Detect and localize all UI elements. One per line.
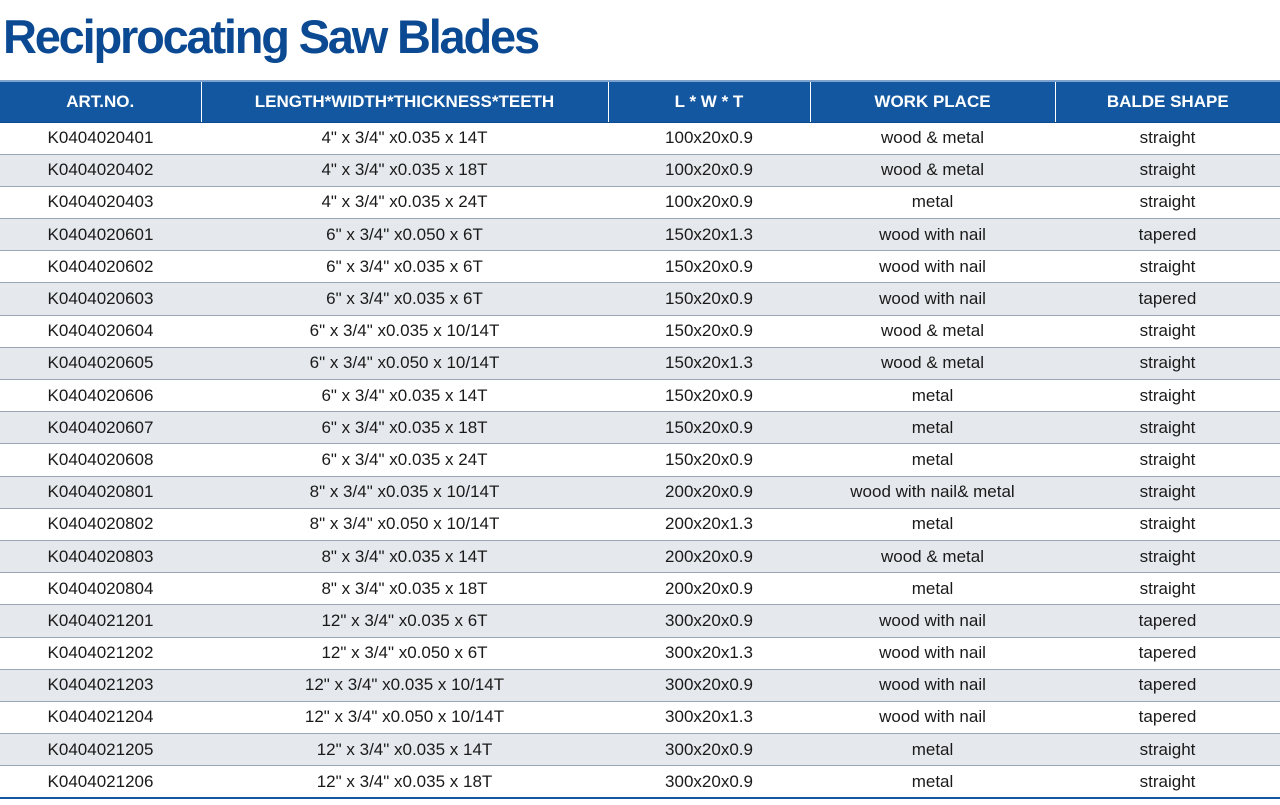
dimensions-inch-cell: 8" x 3/4" x0.035 x 18T [201,573,608,605]
blade-shape-cell: straight [1055,380,1280,412]
dimensions-mm-cell: 100x20x0.9 [608,122,810,154]
blade-shape-cell: straight [1055,766,1280,798]
dimensions-mm-cell: 100x20x0.9 [608,154,810,186]
blade-shape-cell: straight [1055,186,1280,218]
dimensions-inch-cell: 6" x 3/4" x0.035 x 14T [201,380,608,412]
table-row [0,766,1280,798]
blade-shape-cell: straight [1055,154,1280,186]
work-place-cell: metal [810,508,1055,540]
art-no-cell: K0404020402 [0,154,201,186]
work-place-cell: wood & metal [810,347,1055,379]
work-place-cell: metal [810,186,1055,218]
work-place-cell: metal [810,412,1055,444]
blade-shape-cell: tapered [1055,637,1280,669]
dimensions-mm-cell: 200x20x0.9 [608,573,810,605]
blade-shape-cell: straight [1055,122,1280,154]
dimensions-inch-cell: 8" x 3/4" x0.050 x 10/14T [201,508,608,540]
table-row [0,186,1280,218]
dimensions-mm-cell: 300x20x0.9 [608,734,810,766]
blade-shape-cell: straight [1055,508,1280,540]
art-no-cell: K0404020606 [0,380,201,412]
dimensions-inch-cell: 8" x 3/4" x0.035 x 14T [201,540,608,572]
dimensions-inch-cell: 4" x 3/4" x0.035 x 18T [201,154,608,186]
dimensions-inch-cell: 12" x 3/4" x0.035 x 18T [201,766,608,798]
work-place-cell: metal [810,444,1055,476]
dimensions-inch-cell: 6" x 3/4" x0.035 x 18T [201,412,608,444]
table-row [0,380,1280,412]
dimensions-mm-cell: 150x20x0.9 [608,251,810,283]
art-no-cell: K0404020605 [0,347,201,379]
header-row [0,81,1280,122]
table-row [0,508,1280,540]
blade-shape-cell: straight [1055,315,1280,347]
blade-shape-cell: straight [1055,573,1280,605]
work-place-cell: metal [810,766,1055,798]
table-row [0,251,1280,283]
dimensions-mm-cell: 300x20x0.9 [608,605,810,637]
dimensions-mm-cell: 200x20x1.3 [608,508,810,540]
dimensions-mm-cell: 150x20x0.9 [608,283,810,315]
table-row [0,315,1280,347]
dimensions-mm-cell: 200x20x0.9 [608,476,810,508]
blade-shape-header: BALDE SHAPE [1055,81,1280,122]
blade-shape-cell: straight [1055,444,1280,476]
table-row [0,122,1280,154]
blade-shape-cell: straight [1055,347,1280,379]
art-no-cell: K0404020401 [0,122,201,154]
dimensions-mm-cell: 150x20x0.9 [608,315,810,347]
table-row [0,154,1280,186]
dimensions-inch-cell: 12" x 3/4" x0.035 x 14T [201,734,608,766]
work-place-cell: wood & metal [810,122,1055,154]
blade-shape-cell: straight [1055,412,1280,444]
work-place-cell: wood with nail [810,701,1055,733]
dimensions-inch-cell: 6" x 3/4" x0.035 x 24T [201,444,608,476]
dimensions-inch-cell: 6" x 3/4" x0.050 x 10/14T [201,347,608,379]
dimensions-mm-header: L * W * T [608,81,810,122]
dimensions-inch-cell: 6" x 3/4" x0.035 x 10/14T [201,315,608,347]
dimensions-mm-cell: 200x20x0.9 [608,540,810,572]
dimensions-inch-cell: 6" x 3/4" x0.035 x 6T [201,251,608,283]
blade-shape-cell: straight [1055,540,1280,572]
table-row [0,283,1280,315]
table-row [0,605,1280,637]
art-no-cell: K0404021206 [0,766,201,798]
work-place-cell: wood & metal [810,540,1055,572]
art-no-cell: K0404021202 [0,637,201,669]
art-no-cell: K0404020608 [0,444,201,476]
dimensions-inch-cell: 6" x 3/4" x0.050 x 6T [201,219,608,251]
table-body [0,122,1280,798]
art-no-cell: K0404021204 [0,701,201,733]
dimensions-inch-header: LENGTH*WIDTH*THICKNESS*TEETH [201,81,608,122]
art-no-header: ART.NO. [0,81,201,122]
art-no-cell: K0404020602 [0,251,201,283]
table-header [0,81,1280,122]
art-no-cell: K0404020803 [0,540,201,572]
work-place-cell: wood & metal [810,154,1055,186]
table-row [0,669,1280,701]
art-no-cell: K0404020601 [0,219,201,251]
table-row [0,444,1280,476]
dimensions-mm-cell: 150x20x0.9 [608,412,810,444]
work-place-cell: wood with nail [810,251,1055,283]
blade-shape-cell: straight [1055,734,1280,766]
saw-blade-spec-table [0,80,1280,799]
blade-shape-cell: straight [1055,476,1280,508]
art-no-cell: K0404021205 [0,734,201,766]
table-row [0,701,1280,733]
blade-shape-cell: straight [1055,251,1280,283]
table-row [0,573,1280,605]
dimensions-mm-cell: 300x20x0.9 [608,766,810,798]
art-no-cell: K0404020604 [0,315,201,347]
table-row [0,540,1280,572]
dimensions-inch-cell: 12" x 3/4" x0.035 x 6T [201,605,608,637]
dimensions-inch-cell: 12" x 3/4" x0.050 x 10/14T [201,701,608,733]
table-row [0,219,1280,251]
table-row [0,476,1280,508]
art-no-cell: K0404021201 [0,605,201,637]
dimensions-inch-cell: 12" x 3/4" x0.050 x 6T [201,637,608,669]
dimensions-inch-cell: 4" x 3/4" x0.035 x 24T [201,186,608,218]
work-place-cell: wood with nail& metal [810,476,1055,508]
table-row [0,734,1280,766]
dimensions-mm-cell: 150x20x0.9 [608,380,810,412]
dimensions-mm-cell: 150x20x0.9 [608,444,810,476]
dimensions-mm-cell: 300x20x1.3 [608,637,810,669]
work-place-header: WORK PLACE [810,81,1055,122]
blade-shape-cell: tapered [1055,605,1280,637]
work-place-cell: metal [810,734,1055,766]
dimensions-inch-cell: 6" x 3/4" x0.035 x 6T [201,283,608,315]
work-place-cell: wood with nail [810,283,1055,315]
art-no-cell: K0404021203 [0,669,201,701]
table-row [0,347,1280,379]
work-place-cell: wood with nail [810,605,1055,637]
page-title: Reciprocating Saw Blades [3,10,538,63]
blade-shape-cell: tapered [1055,283,1280,315]
art-no-cell: K0404020802 [0,508,201,540]
work-place-cell: wood & metal [810,315,1055,347]
art-no-cell: K0404020603 [0,283,201,315]
work-place-cell: wood with nail [810,669,1055,701]
work-place-cell: wood with nail [810,637,1055,669]
dimensions-mm-cell: 150x20x1.3 [608,219,810,251]
blade-shape-cell: tapered [1055,669,1280,701]
blade-shape-cell: tapered [1055,701,1280,733]
dimensions-mm-cell: 300x20x1.3 [608,701,810,733]
table-row [0,637,1280,669]
dimensions-mm-cell: 300x20x0.9 [608,669,810,701]
table-row [0,412,1280,444]
art-no-cell: K0404020801 [0,476,201,508]
dimensions-inch-cell: 8" x 3/4" x0.035 x 10/14T [201,476,608,508]
art-no-cell: K0404020804 [0,573,201,605]
work-place-cell: metal [810,380,1055,412]
work-place-cell: metal [810,573,1055,605]
work-place-cell: wood with nail [810,219,1055,251]
dimensions-inch-cell: 12" x 3/4" x0.035 x 10/14T [201,669,608,701]
art-no-cell: K0404020607 [0,412,201,444]
dimensions-mm-cell: 150x20x1.3 [608,347,810,379]
dimensions-mm-cell: 100x20x0.9 [608,186,810,218]
blade-shape-cell: tapered [1055,219,1280,251]
dimensions-inch-cell: 4" x 3/4" x0.035 x 14T [201,122,608,154]
art-no-cell: K0404020403 [0,186,201,218]
